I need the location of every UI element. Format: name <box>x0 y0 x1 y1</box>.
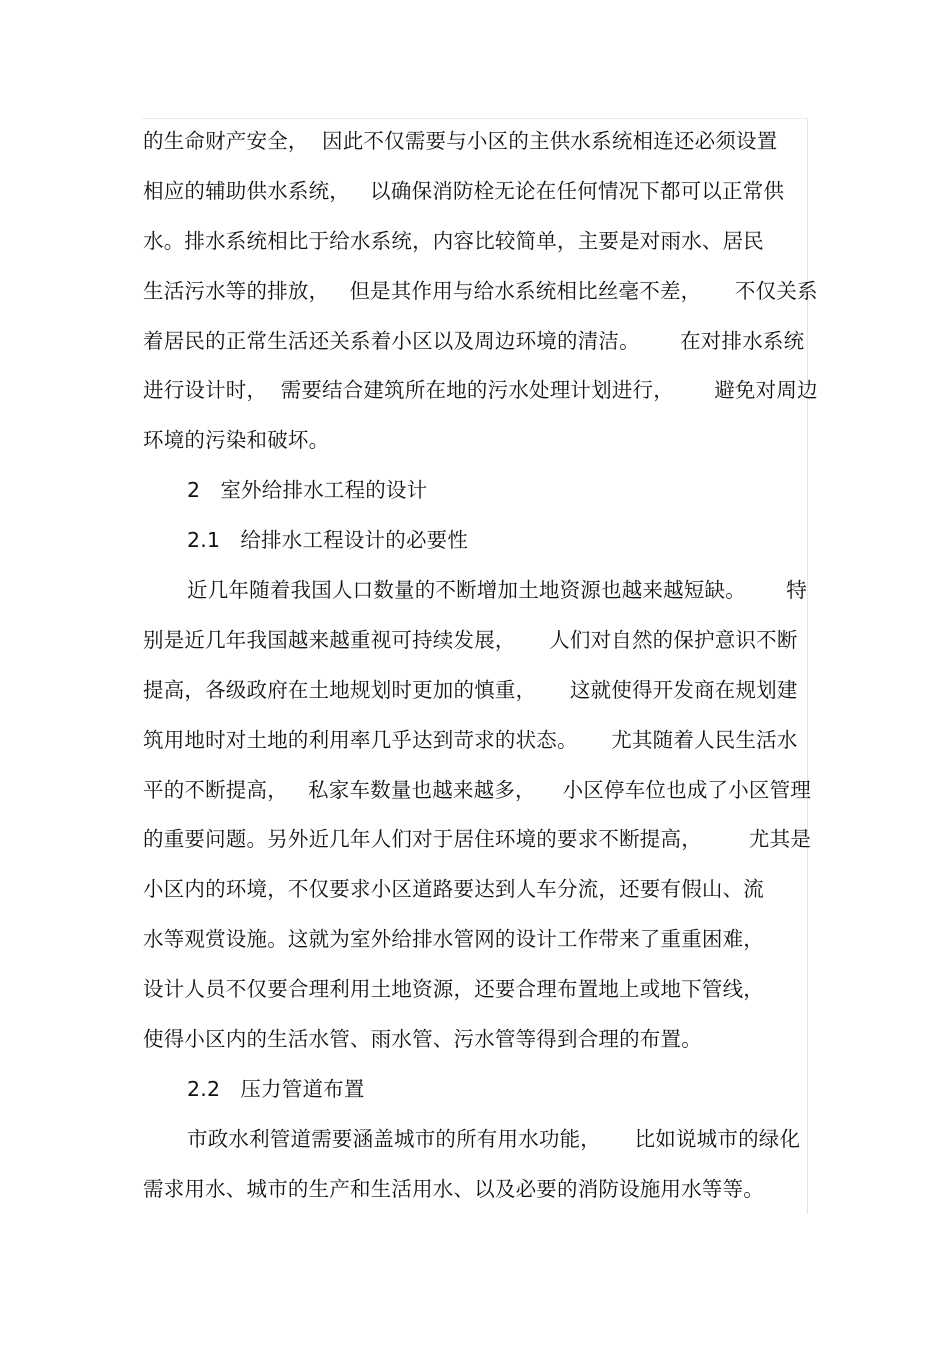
paragraph-line: 别是近几年我国越来越重视可持续发展， 人们对自然的保护意识不断 <box>143 627 798 652</box>
paragraph-line: 的重要问题。另外近几年人们对于居住环境的要求不断提高， 尤其是 <box>143 827 812 852</box>
paragraph-line: 生活污水等的排放， 但是其作用与给水系统相比丝毫不差， 不仅关系 <box>143 278 818 303</box>
paragraph-line: 环境的污染和破坏。 <box>143 428 330 453</box>
paragraph-line: 设计人员不仅要合理利用土地资源，还要合理布置地上或地下管线， <box>143 977 764 1002</box>
paragraph-line: 相应的辅助供水系统， 以确保消防栓无论在任何情况下都可以正常供 <box>143 178 785 203</box>
subsection-heading: 2.1 给排水工程设计的必要性 <box>187 528 469 553</box>
paragraph-line: 需求用水、城市的生产和生活用水、以及必要的消防设施用水等等。 <box>143 1176 764 1201</box>
paragraph-line: 使得小区内的生活水管、雨水管、污水管等得到合理的布置。 <box>143 1027 702 1052</box>
paragraph-line: 进行设计时， 需要结合建筑所在地的污水处理计划进行， 避免对周边 <box>143 378 818 403</box>
paragraph-line: 市政水利管道需要涵盖城市的所有用水功能， 比如说城市的绿化 <box>187 1126 801 1151</box>
paragraph-line: 近几年随着我国人口数量的不断增加土地资源也越来越短缺。 特 <box>187 578 807 603</box>
paragraph-line: 水等观赏设施。这就为室外给排水管网的设计工作带来了重重困难， <box>143 927 764 952</box>
paragraph-line: 着居民的正常生活还关系着小区以及周边环境的清洁。 在对排水系统 <box>143 328 805 353</box>
paragraph-line: 的生命财产安全， 因此不仅需要与小区的主供水系统相连还必须设置 <box>143 129 778 153</box>
paragraph-line: 水。排水系统相比于给水系统，内容比较简单，主要是对雨水、居民 <box>143 228 764 253</box>
document-body <box>143 117 818 1215</box>
section-heading: 2 室外给排水工程的设计 <box>187 478 428 503</box>
paragraph-line: 筑用地时对土地的利用率几乎达到苛求的状态。 尤其随着人民生活水 <box>143 727 798 752</box>
paragraph-line: 平的不断提高， 私家车数量也越来越多， 小区停车位也成了小区管理 <box>143 777 812 802</box>
subsection-heading: 2.2 压力管道布置 <box>187 1076 365 1101</box>
paragraph-line: 小区内的环境，不仅要求小区道路要达到人车分流，还要有假山、流 <box>143 877 764 902</box>
paragraph-line: 提高，各级政府在土地规划时更加的慎重， 这就使得开发商在规划建 <box>143 677 798 702</box>
